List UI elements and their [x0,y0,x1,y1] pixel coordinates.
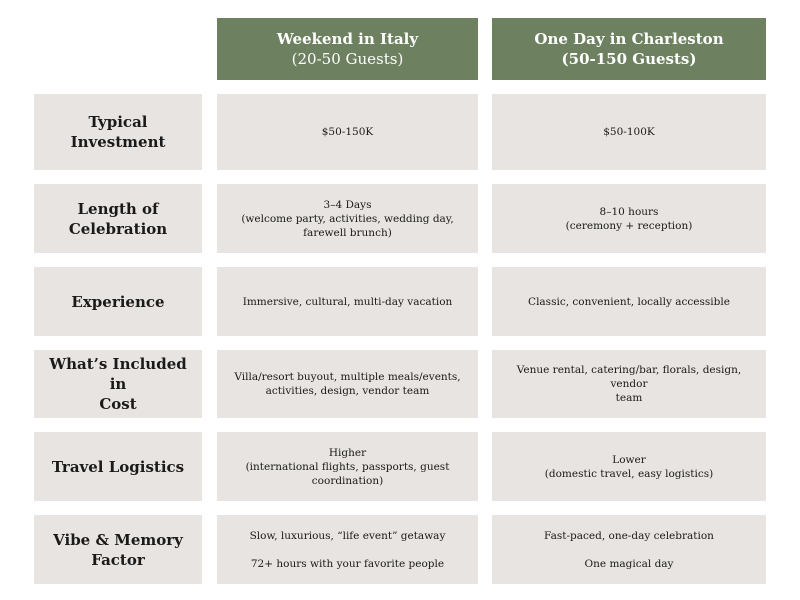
cell-text: Venue rental, catering/bar, florals, design, vendor [516,364,742,390]
row-label-text: Length of [77,199,159,218]
row-label-text: Experience [71,292,165,311]
cell-italy-vibe [217,515,478,584]
column-header-title: One Day in Charleston [534,30,724,48]
cell-charleston-investment [492,94,766,170]
row-label-text: Travel Logistics [51,457,185,476]
cell-italy-investment [217,94,478,170]
cell-italy-length [217,184,478,253]
cell-charleston-length [492,184,766,253]
cell-italy-experience [217,267,478,336]
cell-text: (domestic travel, easy logistics) [544,467,714,480]
row-label-vibe-memory [34,515,202,584]
cell-text: (welcome party, activities, wedding day, [241,212,454,225]
row-label-text: Typical Investment [70,113,166,151]
cell-text: farewell brunch) [303,226,392,239]
cell-text: Higher [328,446,367,459]
cell-text: 3–4 Days [323,198,372,211]
row-label-text: Vibe & Memory [53,530,183,549]
row-label-text: What’s Included in [49,355,187,393]
cell-text: Villa/resort buyout, multiple meals/events, [234,371,461,383]
cell-text: Slow, luxurious, “life event” getaway [249,529,446,542]
cell-text: team [615,392,643,404]
column-header-title: Weekend in Italy [276,30,419,48]
row-label-whats-included [34,350,202,418]
row-label-text: Cost [99,395,137,413]
cell-text: Fast-paced, one-day celebration [544,529,714,542]
cell-italy-included [217,350,478,418]
cell-text: Classic, convenient, locally accessible [528,295,730,308]
cell-charleston-included [492,350,766,418]
cell-text: activities, design, vendor team [265,385,430,397]
cell-charleston-logistics [492,432,766,501]
cell-text: Immersive, cultural, multi-day vacation [242,295,453,308]
row-label-experience [34,267,202,336]
row-label-length-of-celebration [34,184,202,253]
cell-text: One magical day [584,557,674,570]
cell-text: (ceremony + reception) [565,219,693,232]
cell-text: 8–10 hours [599,205,659,218]
row-label-text: Factor [91,550,145,569]
cell-text: 72+ hours with your favorite people [250,557,445,570]
row-label-text: Celebration [68,219,168,238]
cell-charleston-experience [492,267,766,336]
cell-italy-logistics [217,432,478,501]
column-header-italy [217,18,478,80]
row-label-travel-logistics [34,432,202,501]
column-header-subtitle: (20-50 Guests) [291,50,404,68]
cell-text: Lower [612,453,646,466]
cell-charleston-vibe [492,515,766,584]
cell-text: $50-100K [603,126,655,138]
cell-text: (international flights, passports, guest coordination) [245,460,450,487]
cell-text: $50-150K [321,126,374,138]
column-header-charleston [492,18,766,80]
column-header-subtitle: (50-150 Guests) [561,50,697,68]
row-label-typical-investment [34,94,202,170]
